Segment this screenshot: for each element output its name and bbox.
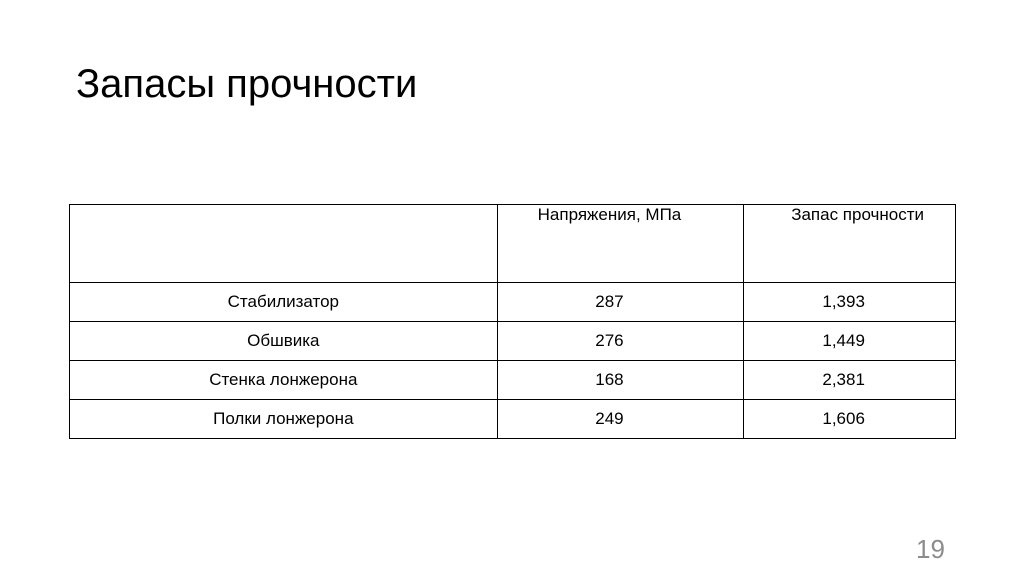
- stress-value-cell: 168: [497, 361, 744, 400]
- strength-margin-table: [69, 204, 956, 439]
- table-row: [70, 322, 956, 361]
- row-name-cell: Полки лонжерона: [70, 400, 498, 439]
- table-row: [70, 361, 956, 400]
- table-row: [70, 400, 956, 439]
- safety-margin-value-cell: 1,393: [744, 283, 956, 322]
- safety-margin-value-cell: 2,381: [744, 361, 956, 400]
- stress-value-cell: 287: [497, 283, 744, 322]
- row-name-cell: Стабилизатор: [70, 283, 498, 322]
- table-header-row: [70, 205, 956, 283]
- row-name-cell: Обшвика: [70, 322, 498, 361]
- header-cell-empty: [70, 205, 498, 283]
- stress-value-cell: 276: [497, 322, 744, 361]
- header-cell-safety-margin: Запас прочности: [744, 205, 956, 283]
- safety-margin-value-cell: 1,606: [744, 400, 956, 439]
- safety-margin-value-cell: 1,449: [744, 322, 956, 361]
- header-cell-stress: Напряжения, МПа: [497, 205, 744, 283]
- stress-value-cell: 249: [497, 400, 744, 439]
- page-number: 19: [916, 534, 945, 564]
- table-row: [70, 283, 956, 322]
- row-name-cell: Стенка лонжерона: [70, 361, 498, 400]
- slide-title: Запасы прочности: [76, 62, 418, 106]
